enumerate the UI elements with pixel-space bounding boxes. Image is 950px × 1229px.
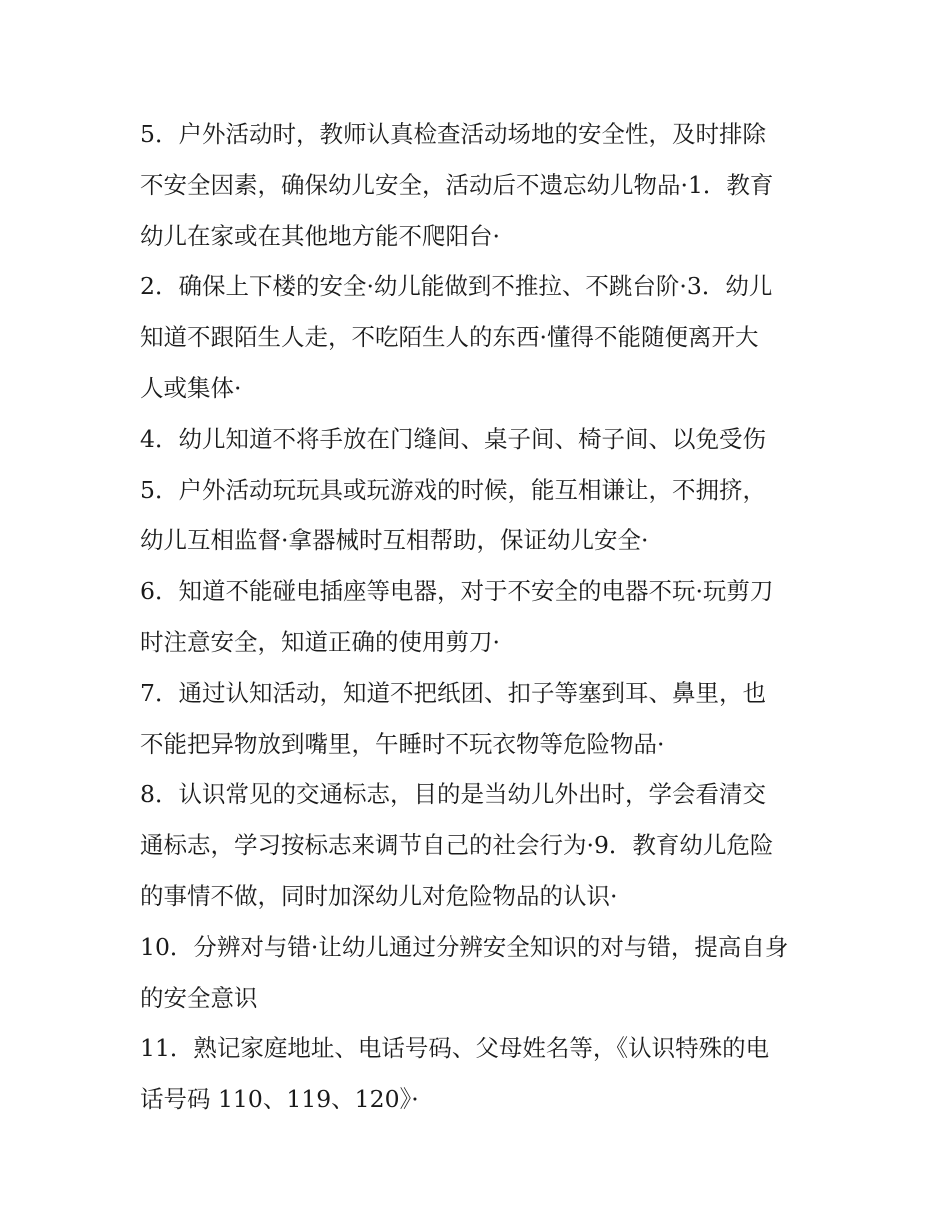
text-line: 话号码 110、119、120》· xyxy=(140,1085,419,1114)
text-line: 2．确保上下楼的安全·幼儿能做到不推拉、不跳台阶·3．幼儿 xyxy=(140,272,773,301)
text-line: 4．幼儿知道不将手放在门缝间、桌子间、椅子间、以免受伤 xyxy=(140,424,766,453)
text-line: 知道不跟陌生人走，不吃陌生人的东西·懂得不能随便离开大 xyxy=(140,323,759,352)
text-line: 通标志，学习按标志来调节自己的社会行为·9．教育幼儿危险 xyxy=(140,831,774,860)
text-line: 不能把异物放到嘴里，午睡时不玩衣物等危险物品· xyxy=(140,729,665,758)
text-line: 8．认识常见的交通标志，目的是当幼儿外出时，学会看清交 xyxy=(140,780,766,809)
text-line: 5．户外活动时，教师认真检查活动场地的安全性，及时排除 xyxy=(140,120,766,148)
text-line: 幼儿在家或在其他地方能不爬阳台· xyxy=(140,221,500,250)
text-line: 11．熟记家庭地址、电话号码、父母姓名等，《认识特殊的电 xyxy=(140,1034,770,1063)
text-line: 5．户外活动玩玩具或玩游戏的时候，能互相谦让，不拥挤， xyxy=(140,475,766,504)
text-line: 人或集体· xyxy=(140,373,242,402)
text-line: 6．知道不能碰电插座等电器，对于不安全的电器不玩·玩剪刀 xyxy=(140,577,774,606)
text-line: 的事情不做，同时加深幼儿对危险物品的认识· xyxy=(140,881,618,910)
text-line: 不安全因素，确保幼儿安全，活动后不遗忘幼儿物品·1．教育 xyxy=(140,170,774,199)
document-body xyxy=(140,109,812,1125)
text-line: 时注意安全，知道正确的使用剪刀· xyxy=(140,627,500,656)
text-line: 的安全意识 xyxy=(140,983,258,1012)
text-line: 7．通过认知活动，知道不把纸团、扣子等塞到耳、鼻里，也 xyxy=(140,678,766,707)
text-line: 幼儿互相监督·拿器械时互相帮助，保证幼儿安全· xyxy=(140,526,649,555)
text-line: 10．分辨对与错·让幼儿通过分辨安全知识的对与错，提高自身 xyxy=(140,932,789,961)
